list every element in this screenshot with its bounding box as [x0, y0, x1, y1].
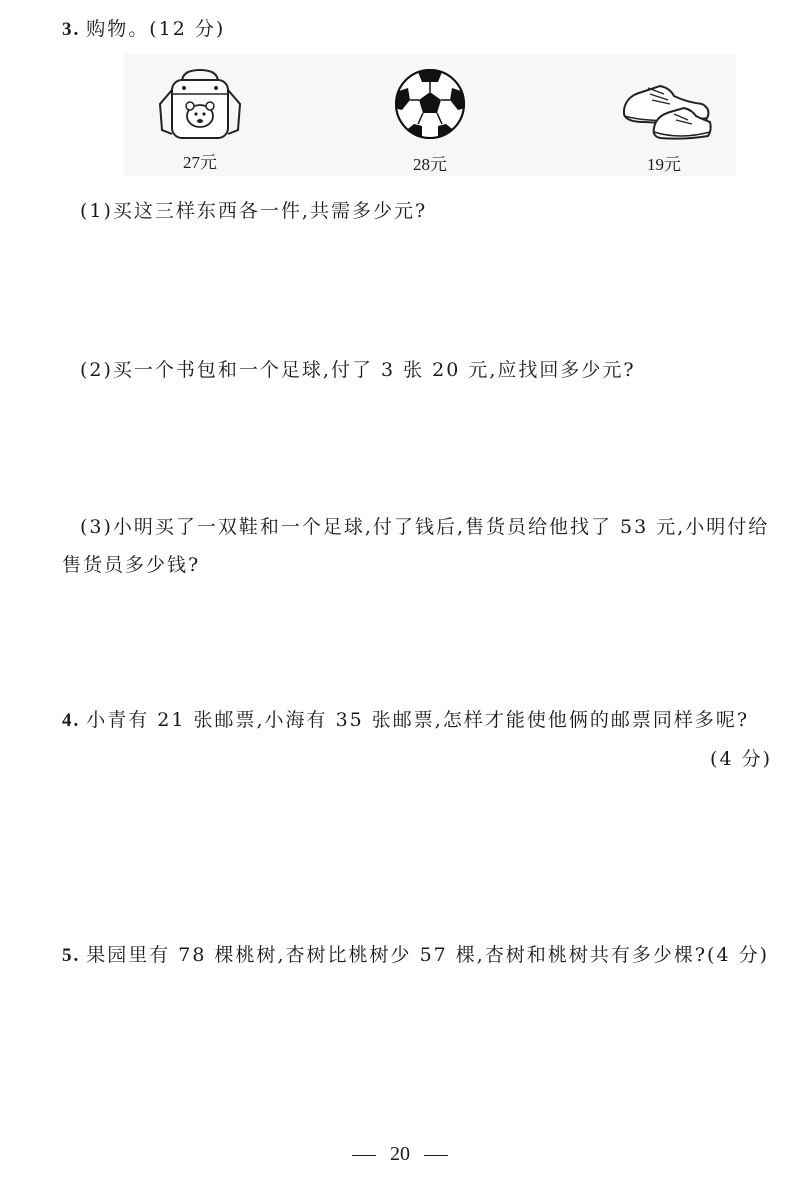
price-shoes: 19元: [647, 155, 681, 174]
shopping-items-panel: [124, 54, 736, 176]
page-number-dash-left: [352, 1155, 376, 1156]
question-4-text: [62, 705, 749, 732]
question-5-body: 果园里有 78 棵桃树,杏树比桃树少 57 棵,杏树和桃树共有多少棵?(4 分): [86, 944, 769, 966]
soccer-ball-icon: [392, 66, 468, 142]
page-number-dash-right: [424, 1155, 448, 1156]
price-soccer-ball: 28元: [413, 155, 447, 174]
item-backpack: [140, 64, 260, 173]
price-backpack: 27元: [183, 153, 217, 172]
question-5-text: [62, 940, 769, 967]
page-number-value: 20: [390, 1143, 410, 1165]
question-3-sub-1: (1)买这三样东西各一件,共需多少元?: [80, 200, 428, 222]
question-4-body: 小青有 21 张邮票,小海有 35 张邮票,怎样才能使他俩的邮票同样多呢?: [86, 709, 750, 731]
item-soccer-ball: [370, 66, 490, 175]
question-3-sub-3-line-2: 售货员多少钱?: [62, 554, 201, 576]
page-number: [0, 1143, 800, 1166]
question-3-title: [62, 14, 225, 41]
question-4-number: 4.: [62, 710, 81, 731]
question-3-sub-3-line-1: (3)小明买了一双鞋和一个足球,付了钱后,售货员给他找了 53 元,小明付给: [80, 516, 770, 538]
question-3-heading: 购物。(12 分): [86, 18, 226, 40]
question-3-sub-2: (2)买一个书包和一个足球,付了 3 张 20 元,应找回多少元?: [80, 359, 636, 381]
question-3-number: 3.: [62, 19, 81, 40]
item-shoes: [604, 66, 724, 175]
backpack-icon: [152, 64, 248, 140]
question-4-score: (4 分): [710, 748, 772, 770]
shoes-icon: [614, 66, 714, 142]
question-5-number: 5.: [62, 945, 81, 966]
